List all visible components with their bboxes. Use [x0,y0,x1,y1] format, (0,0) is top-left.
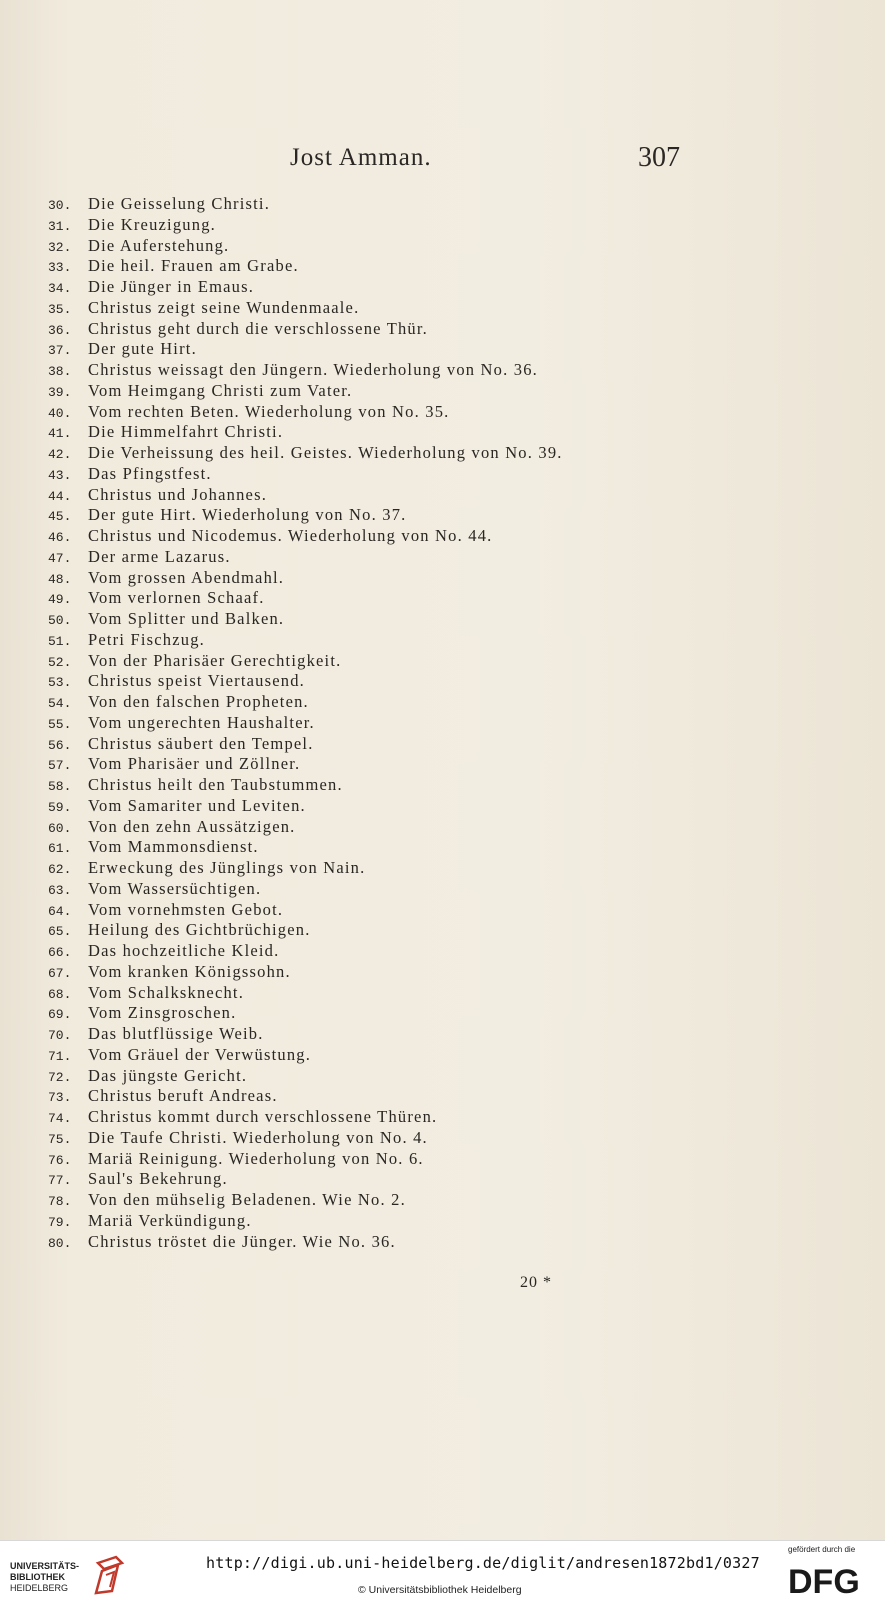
entry-title: Die heil. Frauen am Grabe. [88,256,299,276]
entry-number: 55. [48,716,72,732]
entry-title: Christus geht durch die verschlossene Thür. [88,318,428,338]
catalog-entry [48,630,708,651]
entry-number: 43. [48,467,72,483]
entry-title: Petri Fischzug. [88,629,205,649]
entry-title: Der arme Lazarus. [88,546,231,566]
entry-number: 49. [48,592,72,608]
entry-title: Der gute Hirt. [88,339,197,359]
entry-title: Von den mühselig Beladenen. Wie No. 2. [88,1190,406,1209]
catalog-entry [48,381,708,402]
catalog-entry [48,1190,708,1211]
entry-title: Christus heilt den Taubstummen. [88,775,343,794]
page-number: 307 [638,142,680,173]
viewer-footer [0,1540,885,1603]
entry-number: 45. [48,509,72,525]
entry-number: 65. [48,924,72,940]
catalog-entry [48,775,708,796]
entry-title: Vom Pharisäer und Zöllner. [88,754,301,774]
entry-title: Vom Heimgang Christi zum Vater. [88,380,353,400]
entry-number: 40. [48,405,72,421]
catalog-entry [48,256,708,277]
entry-title: Vom Gräuel der Verwüstung. [88,1044,312,1064]
catalog-entry [48,1086,708,1107]
entry-title: Christus beruft Andreas. [88,1086,278,1106]
catalog-entry [48,194,708,215]
entry-number: 48. [48,571,72,587]
catalog-entry [48,236,708,257]
catalog-entry [48,983,708,1004]
entry-title: Erweckung des Jünglings von Nain. [88,858,366,877]
entry-title: Vom ungerechten Haushalter. [88,712,315,732]
entry-number: 70. [48,1028,72,1043]
entry-title: Vom Splitter und Balken. [88,609,285,628]
catalog-entry [48,360,708,381]
entry-number: 61. [48,841,72,857]
entry-number: 46. [48,530,72,545]
entry-title: Vom Mammonsdienst. [88,837,259,857]
catalog-entry [48,879,708,900]
entry-number: 58. [48,779,72,794]
catalog-entry [48,651,708,672]
sponsor-label: gefördert durch die [788,1545,856,1554]
entry-number: 67. [48,965,72,981]
catalog-entry [48,1211,708,1232]
ub-heidelberg-logo-icon [92,1555,128,1595]
entry-title: Die Taufe Christi. Wiederholung von No. 4. [88,1127,428,1147]
catalog-entry [48,609,708,630]
catalog-entry [48,526,708,547]
entry-number: 35. [48,301,72,317]
catalog-entry [48,1169,708,1190]
catalog-entry [48,422,708,443]
entry-title: Die Jünger in Emaus. [88,277,255,296]
entry-title: Mariä Verkündigung. [88,1210,252,1230]
catalog-entry [48,277,708,298]
entry-number: 53. [48,675,72,691]
catalog-entry [48,858,708,879]
entry-title: Von der Pharisäer Gerechtigkeit. [88,650,342,670]
catalog-entry [48,547,708,568]
entry-number: 57. [48,758,72,774]
catalog-entry [48,837,708,858]
entry-number: 71. [48,1048,72,1064]
entry-title: Das jüngste Gericht. [88,1065,248,1085]
entry-number: 41. [48,426,72,442]
entry-number: 31. [48,218,72,234]
catalog-entry [48,1149,708,1170]
catalog-entry [48,443,708,464]
entry-title: Vom verlornen Schaaf. [88,588,265,608]
permalink-url[interactable]: http://digi.ub.uni-heidelberg.de/diglit/andresen1872bd1/0327 [206,1554,760,1572]
running-title: Jost Amman. [290,144,432,171]
entry-title: Heilung des Gichtbrüchigen. [88,920,311,940]
catalog-entry [48,671,708,692]
catalog-entry [48,962,708,983]
entry-title: Christus tröstet die Jünger. Wie No. 36. [88,1231,396,1251]
svg-text:DFG: DFG [788,1563,860,1599]
entry-number: 60. [48,820,72,836]
entry-number: 50. [48,613,72,628]
entry-number: 32. [48,239,72,255]
entry-title: Christus und Johannes. [88,484,268,504]
entry-number: 44. [48,488,72,504]
entry-title: Vom Wassersüchtigen. [88,878,262,898]
entry-title: Saul's Bekehrung. [88,1169,228,1189]
entry-title: Christus und Nicodemus. Wiederholung von No. 44. [88,526,493,545]
entry-number: 36. [48,322,72,338]
entry-title: Vom Samariter und Leviten. [88,795,306,815]
entry-number: 59. [48,799,72,815]
entry-number: 30. [48,198,72,213]
entry-title: Vom vornehmsten Gebot. [88,899,284,919]
entry-title: Von den falschen Propheten. [88,692,309,711]
catalog-entry [48,568,708,589]
entry-number: 69. [48,1007,72,1023]
catalog-entry [48,1024,708,1045]
catalog-entry [48,1003,708,1024]
catalog-entry [48,1107,708,1128]
entry-number: 38. [48,364,72,379]
catalog-entry [48,464,708,485]
catalog-entry [48,339,708,360]
signature-mark: 20 * [520,1274,552,1291]
catalog-entry [48,941,708,962]
catalog-entry [48,1045,708,1066]
entry-title: Christus weissagt den Jüngern. Wiederholung von No. 36. [88,360,538,379]
library-name: UNIVERSITÄTS- BIBLIOTHEK HEIDELBERG [10,1561,80,1593]
entry-title: Vom kranken Königssohn. [88,961,291,981]
entry-number: 33. [48,260,72,276]
catalog-entry [48,734,708,755]
entry-number: 66. [48,945,72,960]
catalog-entry [48,920,708,941]
entry-title: Vom rechten Beten. Wiederholung von No. 35. [88,401,450,421]
entry-number: 62. [48,862,72,877]
catalog-list [48,194,708,1252]
entry-number: 72. [48,1069,72,1085]
entry-title: Das Pfingstfest. [88,463,212,483]
catalog-entry [48,817,708,838]
entry-title: Christus säubert den Tempel. [88,733,314,753]
entry-number: 39. [48,384,72,400]
entry-number: 37. [48,343,72,359]
entry-number: 63. [48,882,72,898]
entry-title: Die Himmelfahrt Christi. [88,422,284,442]
entry-number: 73. [48,1090,72,1106]
entry-title: Mariä Reinigung. Wiederholung von No. 6. [88,1148,424,1168]
entry-title: Die Kreuzigung. [88,214,216,234]
library-logo[interactable] [10,1553,140,1597]
catalog-entry [48,215,708,236]
entry-number: 64. [48,903,72,919]
catalog-entry [48,1128,708,1149]
catalog-entry [48,796,708,817]
catalog-entry [48,1232,708,1253]
entry-title: Die Auferstehung. [88,235,230,255]
catalog-entry [48,1066,708,1087]
entry-number: 74. [48,1111,72,1126]
entry-title: Christus zeigt seine Wundenmaale. [88,297,360,317]
entry-number: 54. [48,696,72,711]
entry-number: 79. [48,1214,72,1230]
copyright-notice: © Universitätsbibliothek Heidelberg [358,1584,522,1596]
catalog-entry [48,402,708,423]
entry-title: Vom Zinsgroschen. [88,1003,237,1023]
entry-number: 75. [48,1131,72,1147]
entry-number: 78. [48,1194,72,1209]
entry-title: Christus kommt durch verschlossene Thüren. [88,1107,438,1126]
entry-number: 56. [48,737,72,753]
catalog-entry [48,485,708,506]
entry-number: 52. [48,654,72,670]
catalog-entry [48,319,708,340]
entry-number: 76. [48,1152,72,1168]
entry-number: 47. [48,550,72,566]
entry-title: Der gute Hirt. Wiederholung von No. 37. [88,505,407,525]
entry-number: 51. [48,633,72,649]
entry-number: 68. [48,986,72,1002]
entry-number: 77. [48,1173,72,1189]
catalog-entry [48,505,708,526]
entry-title: Die Verheissung des heil. Geistes. Wiederholung von No. 39. [88,443,563,462]
catalog-entry [48,692,708,713]
catalog-entry [48,298,708,319]
catalog-entry [48,900,708,921]
catalog-entry [48,713,708,734]
dfg-logo-icon [786,1559,876,1599]
entry-title: Vom Schalksknecht. [88,982,245,1002]
entry-title: Vom grossen Abendmahl. [88,567,285,587]
entry-number: 34. [48,281,72,296]
entry-number: 42. [48,447,72,462]
entry-title: Das blutflüssige Weib. [88,1024,264,1043]
catalog-entry [48,754,708,775]
catalog-entry [48,588,708,609]
entry-title: Von den zehn Aussätzigen. [88,816,296,836]
entry-title: Die Geisselung Christi. [88,194,271,213]
entry-number: 80. [48,1235,72,1251]
entry-title: Christus speist Viertausend. [88,671,306,691]
page-header [290,144,680,178]
entry-title: Das hochzeitliche Kleid. [88,941,280,960]
